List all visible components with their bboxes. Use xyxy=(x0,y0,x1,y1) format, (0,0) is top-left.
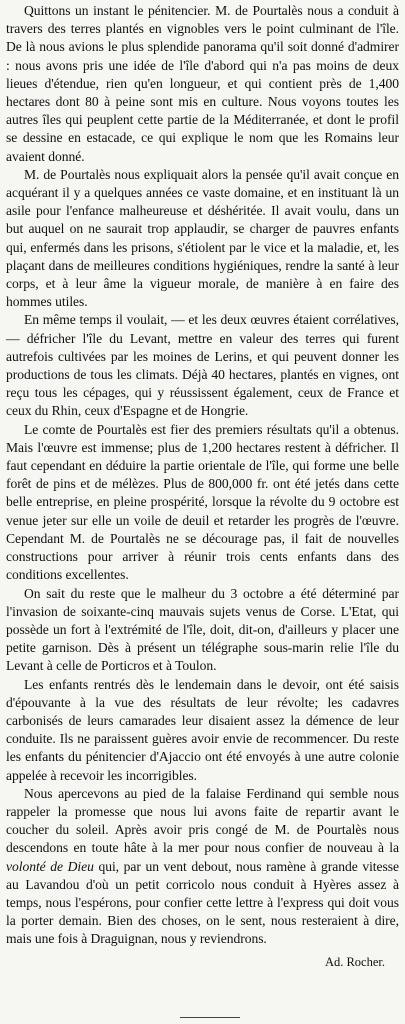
article-column xyxy=(6,2,399,949)
paragraph-7-end: qui, par un vent debout, nous ramène à grande vitesse au Lavandou d'où un petit corricolo nous conduit à Hyères assez à temps, nous l'espérons, pour confier cette lettre à l'express qui doit vous la porter demain. Bien des choses, on le sent, nous resteraient à dire, mais une fois à Draguignan, nous y reviendrons. xyxy=(6,858,399,947)
paragraph-7-start: Nous apercevons au pied de la falaise Ferdinand qui semble nous rappeler la promesse que nous lui avons faite de repartir avant le coucher du soleil. Après avoir pris congé de M. de Pourtalès nous descendons en toute hâte à la mer pour nous confier de nouveau à la xyxy=(6,785,399,856)
paragraph-3: En même temps il voulait, — et les deux œuvres étaient corrélatives, — défricher l'île du Levant, mettre en valeur des terres qui furent autrefois cultivées par les moines de Lerins, et qui peuvent donner les productions de tous les climats. Déjà 40 hectares, plantés en vignes, ont reçu tous les cépages, qui y réussissent également, ceux de France et ceux du Rhin, ceux d'Espagne et de Hongrie. xyxy=(6,312,399,419)
paragraph-1: Quittons un instant le pénitencier. M. de Pourtalès nous a conduit à travers des terres plantés en vignobles vers le point culminant de l'île. De là nous avions le plus splendide panorama qu'il soit donné d'admirer : nous avons pris une idée de l'île d'abord qui n'a pas moins de deux lieues d'étendue, rien qu'en longueur, et qui contient près de 1,400 hectares dont 80 à peine sont mis en culture. Nous voyons toutes les autres îles qui peuplent cette partie de la Méditerranée, et dont le profil se dessine en estacade, ce qui explique le nom que les Romains leur avaient donné. xyxy=(6,3,399,164)
paragraph-6: Les enfants rentrés dès le lendemain dans le devoir, ont été saisis d'épouvante à la vue des résultats de leur révolte; les cadavres carbonisés de leurs camarades leur disaient assez la démence de leur conduite. Ils ne paraissent guères avoir envie de recommencer. Du reste les enfants du pénitencier d'Ajaccio ont été envoyés à une autre colonie appelée à recevoir les incorrigibles. xyxy=(6,676,399,783)
paragraph-4: Le comte de Pourtalès est fier des premiers résultats qu'il a obtenus. Mais l'œuvre est immense; plus de 1,200 hectares restent à défricher. Il faut cependant en déduire la partie orientale de l'île, qui forme une belle forêt de pins et de mélèzes. Plus de 800,000 fr. ont été jetés dans cette belle entreprise, en pleine prospérité, lorsque la révolte du 9 octobre est venue jeter sur elle un voile de deuil et retarder les progrès de l'œuvre. Cependant M. de Pourtalès ne se décourage pas, il fait de nouvelles constructions pour arriver à réunir trois cents enfants dans des conditions excellentes. xyxy=(6,421,399,583)
paragraph-7 xyxy=(6,785,399,949)
column-end-rule xyxy=(180,1017,240,1018)
paragraph-5: On sait du reste que le malheur du 3 octobre a été déterminé par l'invasion de soixante-cinq mauvais sujets venus de Corse. L'Etat, qui possède un fort à l'extrémité de l'île, doit, dit-on, d'ailleurs y placer une petite garnison. Dès à présent un télégraphe sous-marin relie l'île du Levant à celle de Porticros et à Toulon. xyxy=(6,585,399,674)
author-signature: Ad. Rocher. xyxy=(324,954,385,969)
paragraph-7-italic-phrase: volonté de Dieu xyxy=(6,858,94,874)
paragraph-2: M. de Pourtalès nous expliquait alors la pensée qu'il avait conçue en acquérant il y a quelques années ce vaste domaine, et en instituant là un asile pour l'enfance malheureuse et déshéritée. Il avait voulu, dans un but auquel on ne saurait trop applaudir, se charger de pauvres enfants qui, enfermés dans les prisons, s'étiolent par le vice et la maladie, et, les plaçant dans de meilleures conditions hygiéniques, rendre la santé à leur corps, et à leur âme la vigueur morale, de manière à en faire des hommes utiles. xyxy=(6,166,399,310)
